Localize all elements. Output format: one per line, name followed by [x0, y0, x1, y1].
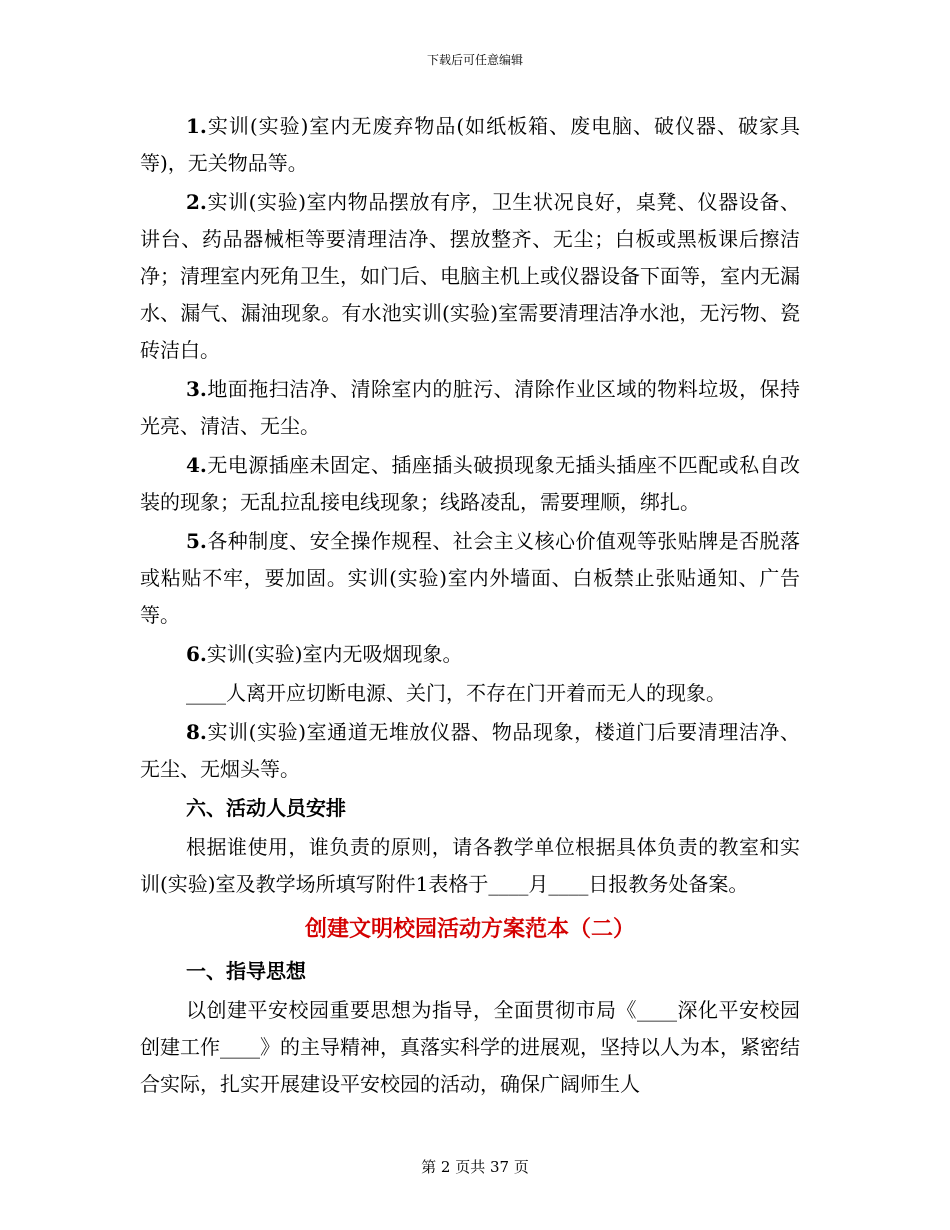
item-number: 2.: [186, 190, 207, 214]
item-text: 地面拖扫洁净、清除室内的脏污、清除作业区域的物料垃圾，保持光亮、清洁、无尘。: [140, 377, 800, 438]
list-item-7: [140, 675, 800, 712]
list-item-1: [140, 108, 800, 182]
page-header: 下载后可任意编辑: [426, 53, 523, 67]
document-body: [140, 108, 800, 1105]
item-text: 各种制度、安全操作规程、社会主义核心价值观等张贴牌是否脱落或粘贴不牢，要加固。实训(实验)室内外墙面、白板禁止张贴通知、广告等。: [140, 529, 800, 627]
item-text: 实训(实验)室内物品摆放有序，卫生状况良好，桌凳、仪器设备、讲台、药品器械柜等要清理洁净、摆放整齐、无尘；白板或黑板课后擦洁净；清理室内死角卫生，如门后、电脑主机上或仪器设备下面等，室内无漏水、漏气、漏油现象。有水池实训(实验)室需要清理洁净水池，无污物、瓷砖洁白。: [140, 190, 800, 362]
item-text: 实训(实验)室通道无堆放仪器、物品现象，楼道门后要清理洁净、无尘、无烟头等。: [140, 720, 800, 781]
list-item-6: [140, 636, 800, 673]
item-number: 8.: [186, 720, 207, 744]
item-number: 4.: [186, 453, 207, 477]
section-heading-guiding-thought: 一、指导思想: [186, 959, 306, 983]
item-number: 1.: [186, 114, 207, 138]
item-number: 3.: [186, 377, 207, 401]
item-text: 无电源插座未固定、插座插头破损现象无插头插座不匹配或私自改装的现象；无乱拉乱接电线现象；线路凌乱，需要理顺，绑扎。: [140, 453, 800, 514]
item-text: 实训(实验)室内无吸烟现象。: [206, 642, 463, 666]
page-footer: 第 2 页共 37 页: [421, 1158, 529, 1176]
item-number: 6.: [186, 642, 207, 666]
list-item-8: [140, 714, 800, 788]
list-item-5: [140, 523, 800, 634]
item-text: ____人离开应切断电源、关门，不存在门开着而无人的现象。: [186, 681, 726, 705]
item-number: 5.: [186, 529, 207, 553]
list-item-2: [140, 184, 800, 369]
list-item-4: [140, 447, 800, 521]
document-title: 创建文明校园活动方案范本（二）: [304, 916, 635, 942]
section-heading-personnel: 六、活动人员安排: [186, 796, 346, 820]
item-text: 实训(实验)室内无废弃物品(如纸板箱、废电脑、破仪器、破家具等)，无关物品等。: [140, 114, 800, 175]
section-paragraph-personnel: 根据谁使用，谁负责的原则，请各教学单位根据具体负责的教室和实训(实验)室及教学场所填写附件1表格于____月____日报教务处备案。: [140, 835, 800, 896]
list-item-3: [140, 371, 800, 445]
section-paragraph-guiding-thought: 以创建平安校园重要思想为指导，全面贯彻市局《____深化平安校园创建工作____》的主导精神，真落实科学的进展观，坚持以人为本，紧密结合实际，扎实开展建设平安校园的活动，确保广阔师生人: [140, 998, 800, 1096]
